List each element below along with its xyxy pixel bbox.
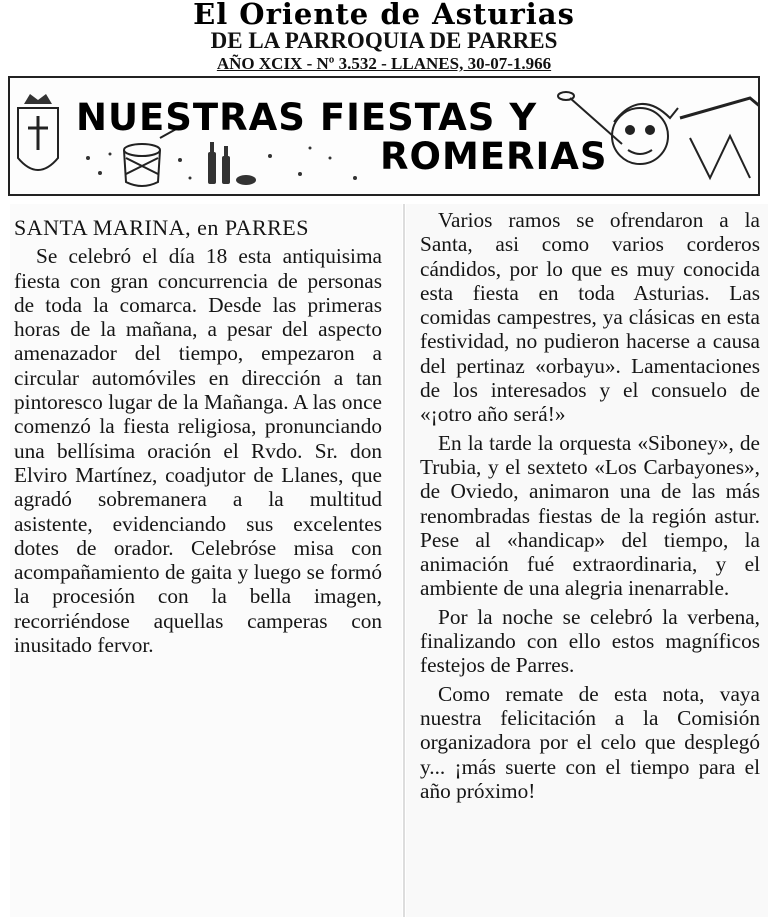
sparkles (86, 147, 357, 181)
bottles-icon (208, 142, 256, 185)
article-right-column (406, 204, 768, 917)
article-paragraph: Varios ramos se ofrendaron a la Santa, asi como varios corderos cándidos, por lo que es muy conocida esta fiesta en toda Asturias. Las comidas campestres, ya clásicas en esta festividad, no pudieron hacerse a causa del pertinaz «orbayu». Lamentaciones de los interesados y el consuelo de «¡otro año será!» (420, 208, 760, 427)
coat-of-arms-icon (18, 94, 58, 170)
article-paragraph: Por la noche se celebró la verbena, finalizando con ello estos magníficos festejos de Parres. (420, 604, 760, 678)
article-title: SANTA MARINA, en PARRES (14, 215, 309, 240)
section-banner (8, 76, 760, 196)
banner-title-line-2: ROMERIAS (380, 135, 608, 178)
article-paragraph: En la tarde la orquesta «Siboney», de Trubia, y el sexteto «Los Carbayones», de Oviedo, animaron una de las más renombradas fiestas de la región astur. Pese al «handicap» del tiempo, la animación fué extraordinaria, y el ambiente de una alegria inenarrable. (420, 430, 760, 601)
issue-line: AÑO XCIX - Nº 3.532 - LLANES, 30-07-1.966 (216, 54, 552, 73)
newspaper-name: El Oriente de Asturias (193, 0, 575, 31)
article-left-column (10, 204, 402, 917)
masthead (0, 0, 768, 74)
article-paragraph: Se celebró el día 18 esta antiquisima fiesta con gran concurrencia de personas de toda la comarca. Desde las primeras horas de la mañana, a pesar del aspecto amenazador del tiempo, empezaron a circular automóviles en dirección a tan pintoresco lugar de la Mañanga. A las once comenzó la fiesta religiosa, pronunciando una bellísima oración el Rvdo. Sr. don Elviro Martínez, coadjutor de Llanes, que agradó sobremanera a la multitud asistente, evidenciando sus excelentes dotes de orador. Celebróse misa con acompañamiento de gaita y luego se formó la procesión con la bella imagen, recorriéndose aquellas camperas con inusitado fervor. (14, 244, 382, 658)
parish-heading: DE LA PARROQUIA DE PARRES (210, 28, 558, 53)
article-paragraph: Como remate de esta nota, vaya nuestra felicitación a la Comisión organizadora por el celo que desplegó y... ¡más suerte con el tiempo para el año próximo! (420, 681, 760, 803)
column-divider (403, 204, 405, 917)
banner-title-line-1: NUESTRAS FIESTAS Y (76, 96, 538, 139)
